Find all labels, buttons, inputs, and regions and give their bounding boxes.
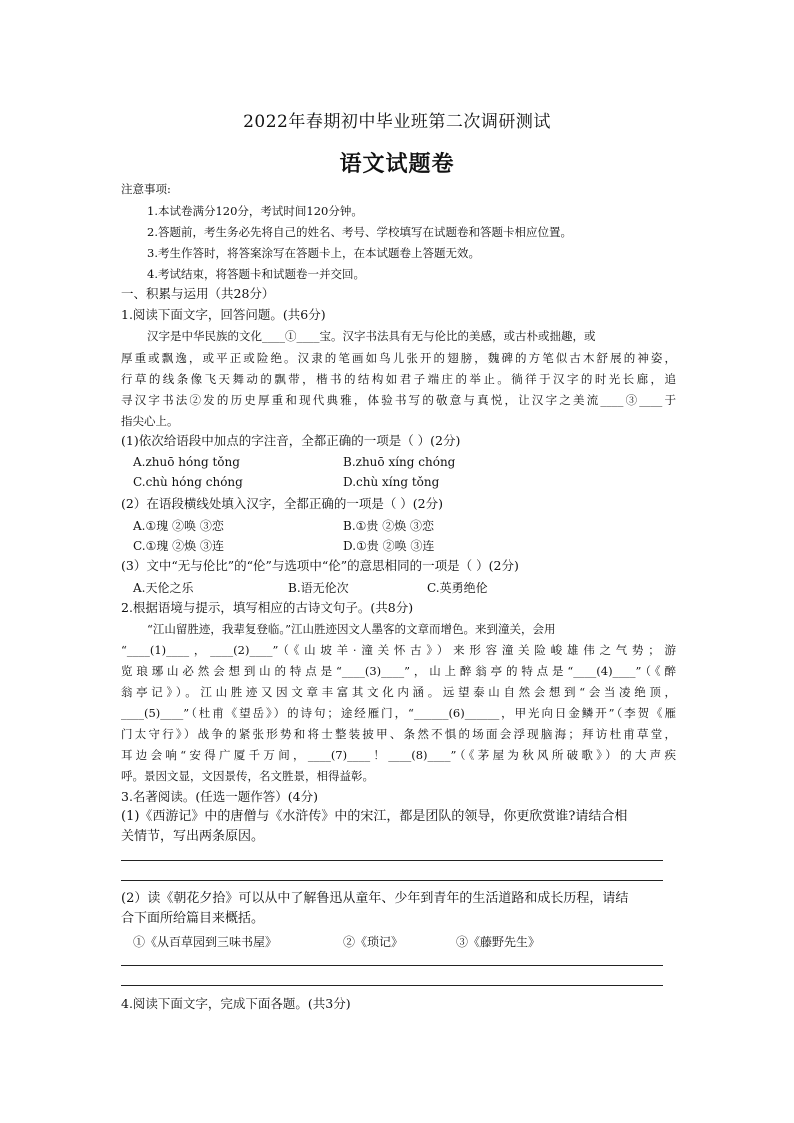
q2-passage-line: “____(1)____，____(2)____”（《山坡羊·潼关怀古》）来形容潼关险峻雄伟之气势；游 — [121, 643, 676, 657]
section-heading: 一、积累与运用（共28分） — [121, 286, 275, 301]
q1-sub2-option-a: A.①瑰 ②唤 ③恋 — [133, 519, 224, 533]
q1-sub2-option-d: D.①贵 ②唤 ③连 — [343, 539, 435, 553]
q1-sub3-option-c: C.英勇绝伦 — [427, 581, 488, 595]
q3-sub2-line: 合下面所给篇目来概括。 — [121, 911, 265, 926]
q1-passage-line: 汉字是中华民族的文化____①____宝。汉字书法具有无与伦比的美感，或古朴或拙趣，或 — [147, 329, 596, 343]
q1-sub3-option-a: A.天伦之乐 — [133, 581, 194, 595]
q1-sub1-option-b: B.zhuō xíng chóng — [343, 455, 456, 469]
q2-passage-line: 门太守行》）战争的紧张形势和将士整装披甲、条然不惧的场面会浮现脑海；拜访杜甫草堂， — [121, 727, 676, 741]
q1-sub1-option-a: A.zhuō hóng tǒng — [133, 455, 240, 469]
q1-sub1-option-d: D.chù xíng tǒng — [343, 475, 440, 489]
q1-passage-line: 寻汉字书法②发的历史厚重和现代典雅，体验书写的敬意与真悦，让汉字之美流____③____于 — [121, 393, 676, 407]
q1-sub3: (3）文中“无与伦比”的“伦”与选项中“伦”的意思相同的一项是（ ）(2分) — [121, 558, 519, 573]
exam-title: 2022年春期初中毕业班第二次调研测试 — [243, 112, 551, 132]
q1-sub3-option-b: B.语无伦次 — [288, 581, 349, 595]
q1-passage-line: 行草的线条像飞天舞动的飘带，楷书的结构如君子端庄的举止。徜徉于汉字的时光长廊，追 — [121, 372, 676, 386]
answer-line — [121, 880, 663, 881]
q2-passage-line: ____(5)____”（杜甫《望岳》）的诗句；途经雁门，“______(6)______，甲光向日金鳞开”（李贺《雁 — [121, 706, 676, 720]
answer-line — [121, 860, 663, 861]
q2-passage-line: 览琅琊山必然会想到山的特点是“____(3)____”，山上醉翁亭的特点是“____(4)____”（《醉 — [121, 664, 676, 678]
q2-passage-line: 翁亭记》）。江山胜迹又因文章丰富其文化内涵。远望泰山自然会想到“会当凌绝顶， — [121, 685, 676, 699]
q3-sub2-line: (2）读《朝花夕拾》可以从中了解鲁迅从童年、少年到青年的生活道路和成长历程，请结 — [121, 891, 629, 906]
notice-item: 3.考生作答时，将答案涂写在答题卡上，在本试题卷上答题无效。 — [147, 246, 480, 260]
q1-sub1: (1)依次给语段中加点的字注音，全都正确的一项是（ ）(2分) — [121, 433, 461, 448]
q3-sub1-line: 关情节，写出两条原因。 — [121, 829, 265, 844]
q1-passage-line: 厚重或飘逸，或平正或险绝。汉隶的笔画如鸟儿张开的翅膀，魏碑的方笔似古木舒展的神姿， — [121, 351, 676, 365]
q1-sub2-option-c: C.①瑰 ②焕 ③连 — [133, 539, 224, 553]
q3-sub2-option: ①《从百草园到三味书屋》 — [133, 935, 278, 949]
question-4-stem: 4.阅读下面文字，完成下面各题。(共3分) — [121, 996, 351, 1011]
q3-sub2-option: ②《琐记》 — [343, 935, 404, 949]
q3-sub2-option: ③《藤野先生》 — [456, 935, 541, 949]
q2-passage-line: 耳边会响“安得广厦千万间，____(7)____！____(8)____”（《茅屋为秋风所破歌》）的大声疾 — [121, 748, 676, 762]
q2-passage-line: 呼。景因文显，文因景传，名文胜景，相得益彰。 — [121, 769, 374, 783]
answer-line — [121, 985, 663, 986]
q3-sub1-line: (1)《西游记》中的唐僧与《水浒传》中的宋江，都是团队的领导，你更欣赏谁?请结合相 — [121, 809, 628, 824]
q1-sub2: (2）在语段横线处填入汉字，全都正确的一项是（ ）(2分) — [121, 496, 444, 511]
notice-item: 4.考试结束，将答题卡和试题卷一并交回。 — [147, 267, 365, 281]
question-2-stem: 2.根据语境与提示，填写相应的古诗文句子。(共8分) — [121, 600, 414, 615]
q1-passage-line: 指尖心上。 — [121, 414, 179, 428]
answer-line — [121, 965, 663, 966]
paper-title: 语文试题卷 — [339, 151, 455, 177]
notice-item: 1.本试卷满分120分，考试时间120分钟。 — [147, 204, 363, 218]
q2-passage-line: “江山留胜迹，我辈复登临。”江山胜迹因文人墨客的文章而增色。来到潼关，会用 — [147, 622, 556, 636]
notice-item: 2.答题前，考生务必先将自己的姓名、考号、学校填写在试题卷和答题卡相应位置。 — [147, 225, 572, 239]
question-3-stem: 3.名著阅读。(任选一题作答）(4分) — [121, 789, 319, 804]
notice-heading: 注意事项: — [121, 182, 171, 196]
q1-sub2-option-b: B.①贵 ②焕 ③恋 — [343, 519, 435, 533]
question-1-stem: 1.阅读下面文字，回答问题。(共6分) — [121, 307, 326, 322]
q1-sub1-option-c: C.chù hóng chóng — [133, 475, 243, 489]
